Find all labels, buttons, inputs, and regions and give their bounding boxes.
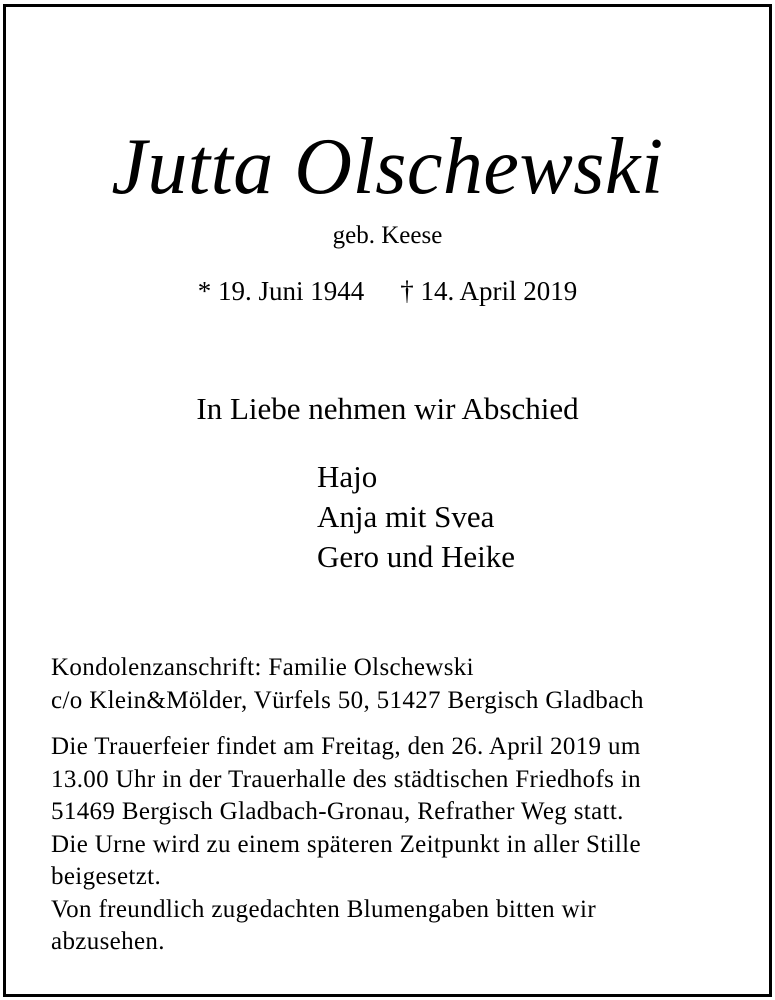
mourner-name: Hajo	[317, 459, 378, 494]
maiden-name: geb. Keese	[332, 222, 443, 249]
funeral-service-info	[51, 731, 741, 959]
death-date: † 14. April 2019	[400, 276, 578, 306]
mourner-name: Gero und Heike	[317, 539, 515, 574]
condolence-address	[51, 652, 741, 717]
text-line: Die Urne wird zu einem späteren Zeitpunkt in aller Stille	[51, 830, 641, 858]
mourners-list	[317, 457, 515, 577]
text-line: beigesetzt.	[51, 863, 162, 890]
farewell-line: In Liebe nehmen wir Abschied	[196, 391, 579, 426]
mourner-name: Anja mit Svea	[317, 499, 495, 534]
text-line: abzusehen.	[51, 928, 165, 955]
text-line: Von freundlich zugedachten Blumengaben bitten wir	[51, 895, 597, 923]
text-line: 51469 Bergisch Gladbach-Gronau, Refrather Weg statt.	[51, 798, 624, 825]
text-line: 13.00 Uhr in der Trauerhalle des städtischen Friedhofs in	[51, 765, 641, 793]
birth-date: * 19. Juni 1944	[197, 276, 365, 306]
life-dates	[6, 275, 769, 307]
obituary-frame	[3, 4, 772, 997]
text-line: c/o Klein&Mölder, Vürfels 50, 51427 Bergisch Gladbach	[51, 686, 644, 714]
text-line: Die Trauerfeier findet am Freitag, den 26. April 2019 um	[51, 733, 641, 760]
text-line: Kondolenzanschrift: Familie Olschewski	[51, 654, 474, 681]
deceased-name: Jutta Olschewski	[111, 123, 664, 211]
